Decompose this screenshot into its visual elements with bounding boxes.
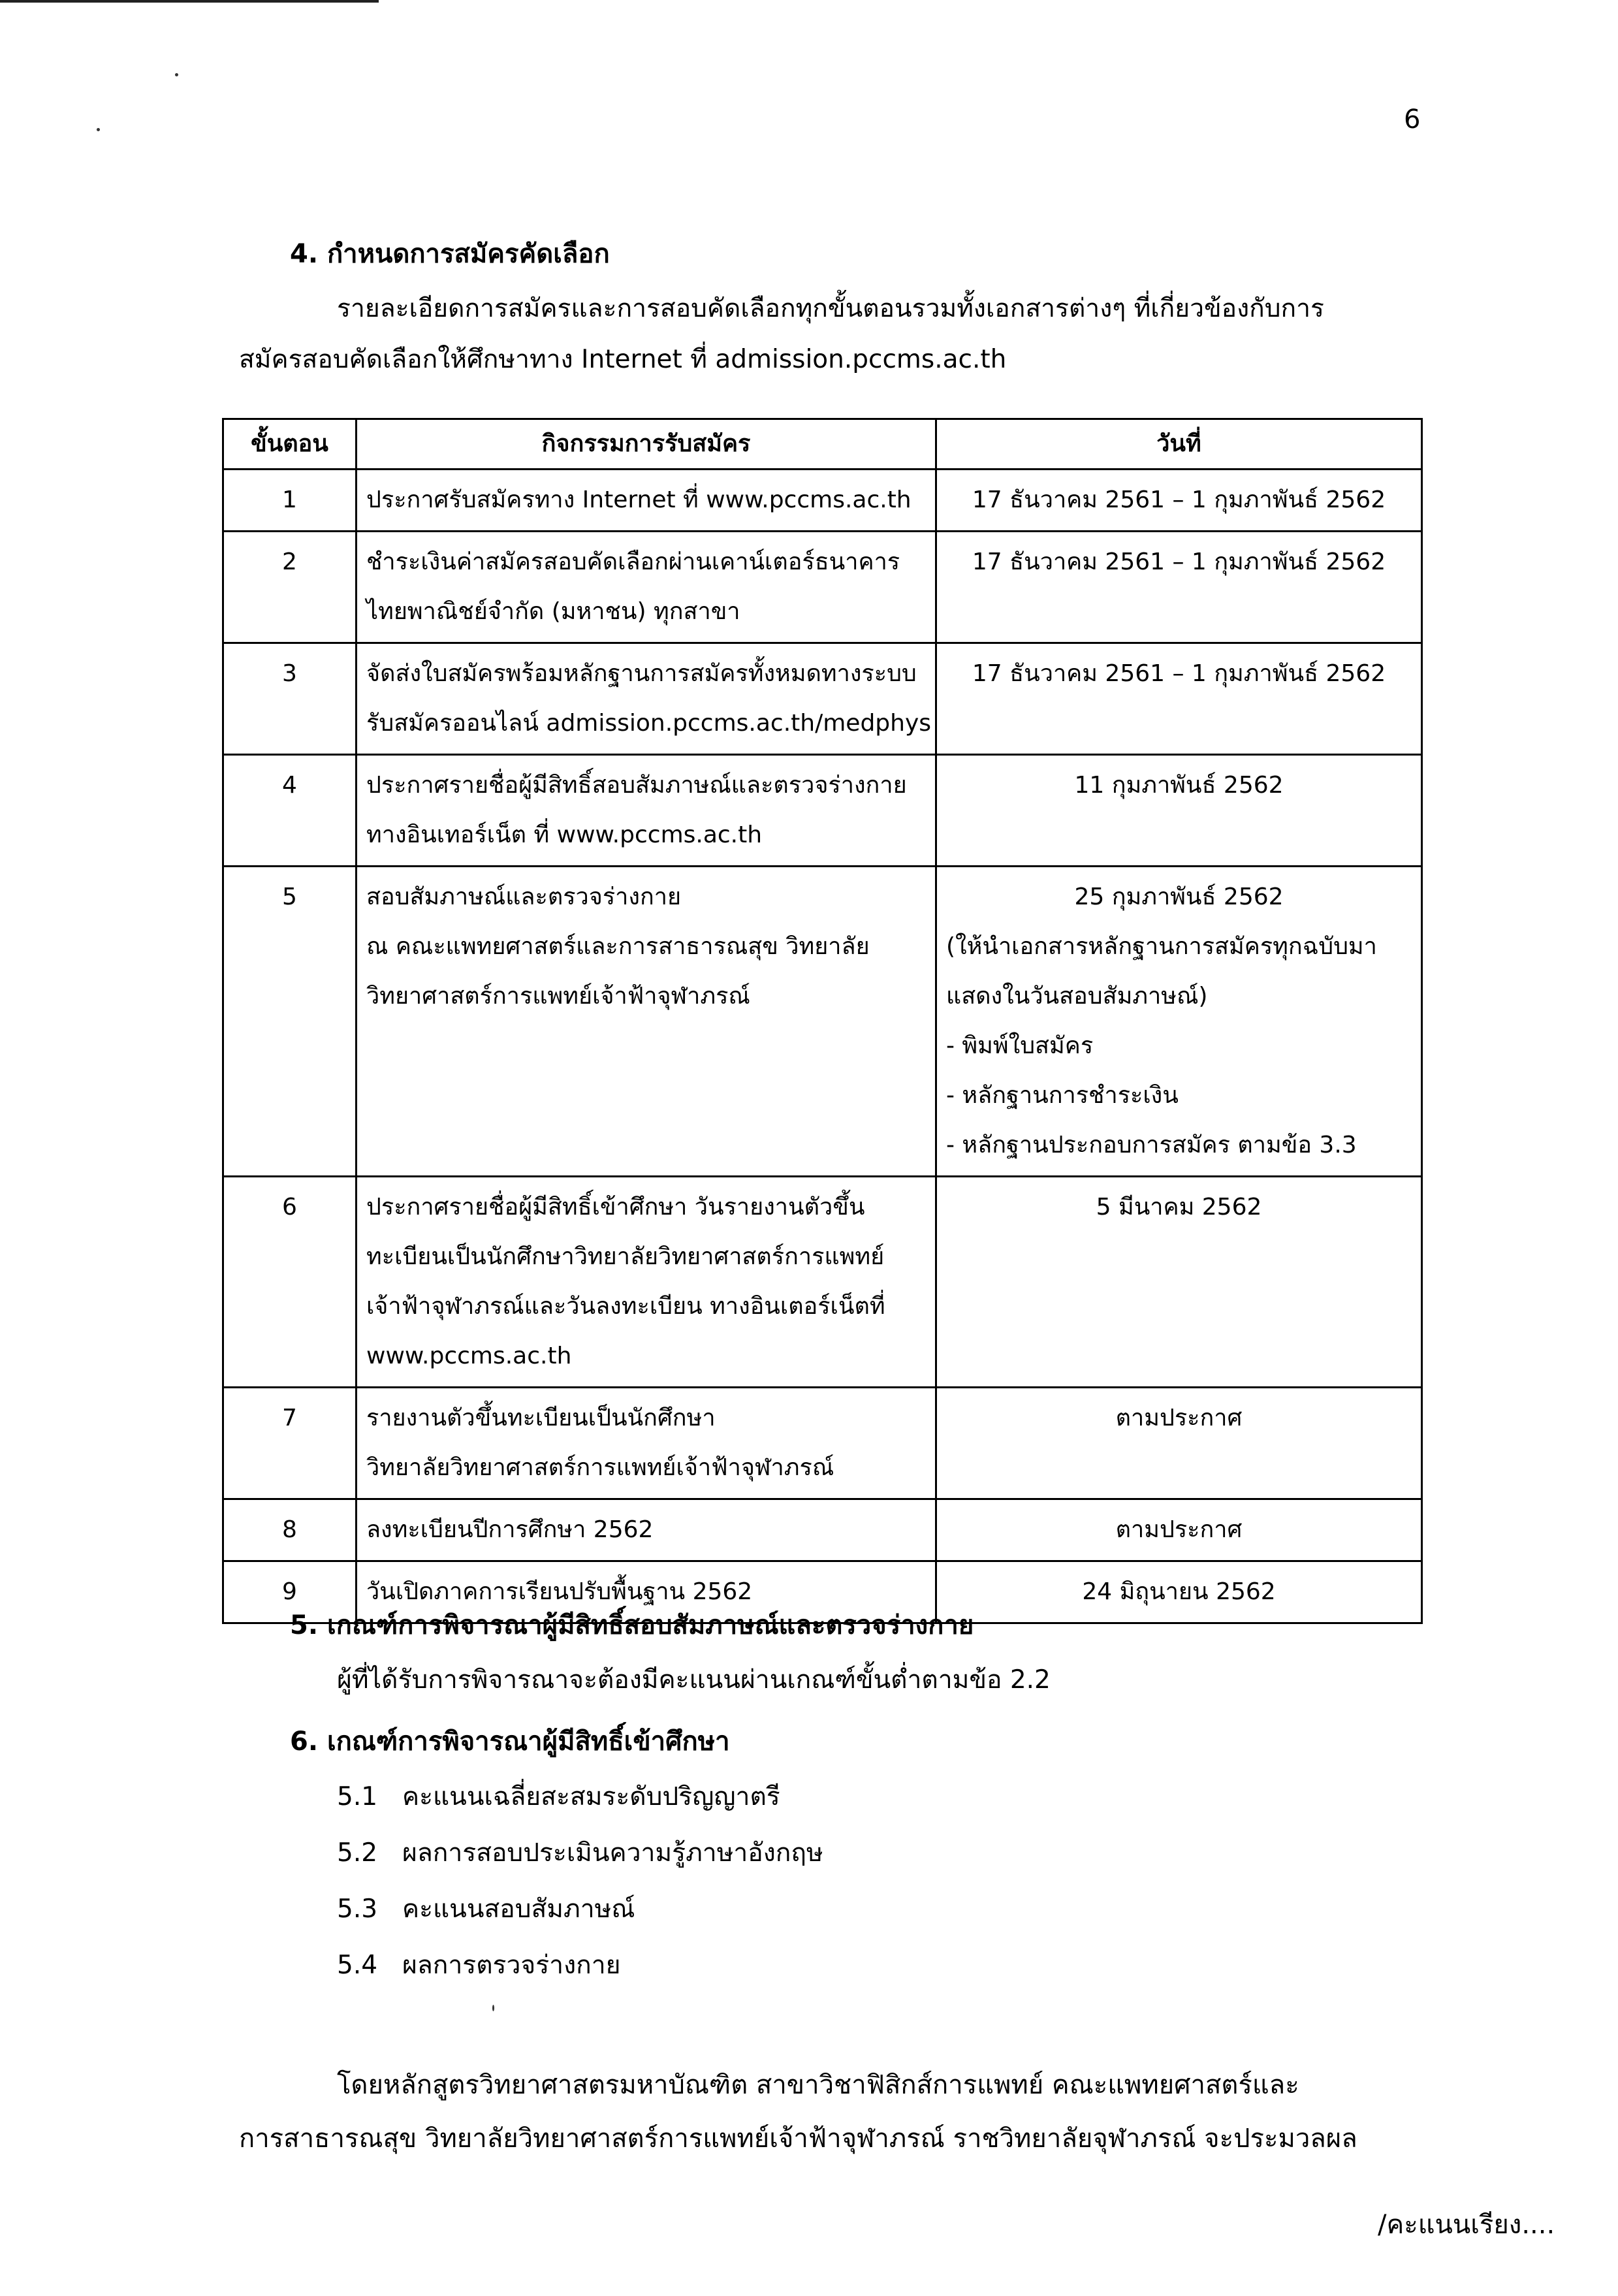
- scan-speck: [97, 128, 100, 131]
- header-activity: กิจกรรมการรับสมัคร: [357, 419, 936, 470]
- date-line: - หลักฐานการชำระเงิน: [946, 1082, 1179, 1109]
- header-step: ขั้นตอน: [223, 419, 357, 470]
- date-line: 17 ธันวาคม 2561 – 1 กุมภาพันธ์ 2562: [972, 549, 1386, 575]
- closing-line1: โดยหลักสูตรวิทยาศาสตรมหาบัณฑิต สาขาวิชาฟิสิกส์การแพทย์ คณะแพทยศาสตร์และ: [337, 2070, 1299, 2100]
- date-line: ตามประกาศ: [1115, 1405, 1243, 1431]
- section-5-text: ผู้ที่ได้รับการพิจารณาจะต้องมีคะแนนผ่านเกณฑ์ขั้นต่ำตามข้อ 2.2: [337, 1665, 1051, 1695]
- table-row: [223, 532, 1422, 643]
- date-cell: [936, 1177, 1422, 1388]
- header-date: วันที่: [936, 419, 1422, 470]
- date-cell: [936, 643, 1422, 755]
- step-number: 3: [223, 643, 357, 755]
- activity-line: ทางอินเทอร์เน็ต ที่ www.pccms.ac.th: [366, 821, 763, 848]
- date-cell: [936, 1561, 1422, 1623]
- activity-line: ประกาศรายชื่อผู้มีสิทธิ์เข้าศึกษา วันรายงานตัวขึ้น: [366, 1194, 865, 1220]
- table-header-row: [223, 419, 1422, 470]
- date-line: - หลักฐานประกอบการสมัคร ตามข้อ 3.3: [946, 1132, 1357, 1158]
- criteria-number: 5.2: [337, 1838, 378, 1868]
- activity-line: เจ้าฟ้าจุฬาภรณ์และวันลงทะเบียน ทางอินเตอร์เน็ตที่: [366, 1293, 885, 1320]
- date-line: 24 มิถุนายน 2562: [1082, 1578, 1276, 1605]
- section-4-paragraph-line1: รายละเอียดการสมัครและการสอบคัดเลือกทุกขั้นตอนรวมทั้งเอกสารต่างๆ ที่เกี่ยวข้องกับการ: [337, 294, 1324, 323]
- date-cell: [936, 470, 1422, 532]
- criteria-number: 5.4: [337, 1951, 378, 1980]
- activity-cell: [357, 470, 936, 532]
- activity-line: วิทยาศาสตร์การแพทย์เจ้าฟ้าจุฬาภรณ์: [366, 983, 750, 1010]
- activity-line: ประกาศรายชื่อผู้มีสิทธิ์สอบสัมภาษณ์และตรวจร่างกาย: [366, 772, 907, 799]
- scan-speck: [492, 2005, 494, 2011]
- date-line: 25 กุมภาพันธ์ 2562: [1074, 884, 1284, 910]
- activity-line: ณ คณะแพทยศาสตร์และการสาธารณสุข วิทยาลัย: [366, 933, 870, 960]
- criteria-text: คะแนนเฉลี่ยสะสมระดับปริญญาตรี: [402, 1782, 780, 1811]
- activity-line: ไทยพาณิชย์จำกัด (มหาชน) ทุกสาขา: [366, 598, 740, 625]
- date-line: 11 กุมภาพันธ์ 2562: [1074, 772, 1284, 799]
- table-row: [223, 643, 1422, 755]
- section-5-heading: 5. เกณฑ์การพิจารณาผู้มีสิทธิ์สอบสัมภาษณ์และตรวจร่างกาย: [290, 1610, 974, 1640]
- activity-line: ชำระเงินค่าสมัครสอบคัดเลือกผ่านเคาน์เตอร์ธนาคาร: [366, 549, 900, 575]
- section-4-paragraph-line2: สมัครสอบคัดเลือกให้ศึกษาทาง Internet ที่ admission.pccms.ac.th: [239, 345, 1007, 374]
- step-number: 6: [223, 1177, 357, 1388]
- activity-line: ประกาศรับสมัครทาง Internet ที่ www.pccms.ac.th: [366, 486, 912, 513]
- date-cell: [936, 1388, 1422, 1499]
- criteria-number: 5.1: [337, 1782, 378, 1811]
- table-row: [223, 1388, 1422, 1499]
- criteria-item: [337, 1776, 780, 1817]
- date-line: แสดงในวันสอบสัมภาษณ์): [946, 983, 1208, 1010]
- activity-line: รับสมัครออนไลน์ admission.pccms.ac.th/medphys: [366, 710, 932, 737]
- criteria-item: [337, 1945, 621, 1985]
- date-line: 17 ธันวาคม 2561 – 1 กุมภาพันธ์ 2562: [972, 486, 1386, 513]
- step-number: 4: [223, 755, 357, 867]
- criteria-text: ผลการตรวจร่างกาย: [402, 1951, 621, 1980]
- activity-cell: [357, 1499, 936, 1561]
- date-cell: [936, 1499, 1422, 1561]
- schedule-table: [222, 418, 1423, 1624]
- date-line: (ให้นำเอกสารหลักฐานการสมัครทุกฉบับมา: [946, 933, 1377, 960]
- step-number: 8: [223, 1499, 357, 1561]
- activity-line: จัดส่งใบสมัครพร้อมหลักฐานการสมัครทั้งหมดทางระบบ: [366, 660, 917, 687]
- table-row: [223, 1177, 1422, 1388]
- scan-edge-line: [0, 0, 379, 3]
- date-cell: [936, 532, 1422, 643]
- activity-cell: [357, 1177, 936, 1388]
- activity-cell: [357, 643, 936, 755]
- activity-line: www.pccms.ac.th: [366, 1343, 572, 1369]
- criteria-number: 5.3: [337, 1894, 378, 1924]
- date-line: 17 ธันวาคม 2561 – 1 กุมภาพันธ์ 2562: [972, 660, 1386, 687]
- activity-cell: [357, 755, 936, 867]
- step-number: 1: [223, 470, 357, 532]
- step-number: 7: [223, 1388, 357, 1499]
- scan-speck: [175, 73, 178, 76]
- continuation-note: /คะแนนเรียง....: [1378, 2210, 1555, 2240]
- criteria-item: [337, 1889, 635, 1929]
- criteria-text: คะแนนสอบสัมภาษณ์: [402, 1894, 635, 1924]
- step-number: 5: [223, 867, 357, 1177]
- step-number: 9: [223, 1561, 357, 1623]
- table-row: [223, 867, 1422, 1177]
- table-row: [223, 1499, 1422, 1561]
- activity-line: สอบสัมภาษณ์และตรวจร่างกาย: [366, 884, 682, 910]
- activity-line: รายงานตัวขึ้นทะเบียนเป็นนักศึกษา: [366, 1405, 716, 1431]
- step-number: 2: [223, 532, 357, 643]
- table-row: [223, 755, 1422, 867]
- activity-line: ทะเบียนเป็นนักศึกษาวิทยาลัยวิทยาศาสตร์การแพทย์: [366, 1243, 885, 1270]
- activity-line: ลงทะเบียนปีการศึกษา 2562: [366, 1516, 654, 1543]
- date-cell: [936, 867, 1422, 1177]
- date-line: 5 มีนาคม 2562: [1096, 1194, 1262, 1220]
- activity-line: วิทยาลัยวิทยาศาสตร์การแพทย์เจ้าฟ้าจุฬาภรณ์: [366, 1454, 834, 1481]
- criteria-item: [337, 1832, 823, 1873]
- activity-cell: [357, 1388, 936, 1499]
- criteria-text: ผลการสอบประเมินความรู้ภาษาอังกฤษ: [402, 1838, 823, 1868]
- section-6-heading: 6. เกณฑ์การพิจารณาผู้มีสิทธิ์เข้าศึกษา: [290, 1727, 730, 1757]
- activity-cell: [357, 867, 936, 1177]
- table-row: [223, 470, 1422, 532]
- section-4-heading: 4. กำหนดการสมัครคัดเลือก: [290, 239, 610, 269]
- date-cell: [936, 755, 1422, 867]
- date-line: ตามประกาศ: [1115, 1516, 1243, 1543]
- date-line: - พิมพ์ใบสมัคร: [946, 1032, 1094, 1059]
- activity-line: วันเปิดภาคการเรียนปรับพื้นฐาน 2562: [366, 1578, 753, 1605]
- page-number: 6: [1404, 104, 1421, 135]
- activity-cell: [357, 532, 936, 643]
- closing-line2: การสาธารณสุข วิทยาลัยวิทยาศาสตร์การแพทย์เจ้าฟ้าจุฬาภรณ์ ราชวิทยาลัยจุฬาภรณ์ จะประมวลผล: [239, 2124, 1357, 2154]
